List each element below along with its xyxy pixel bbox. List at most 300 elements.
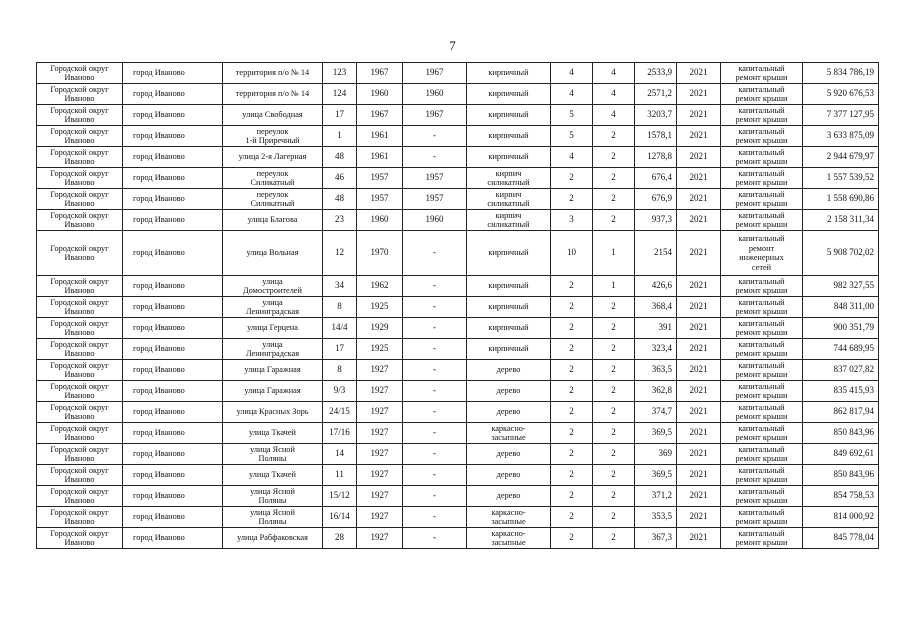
floors-cell: 2 xyxy=(551,402,593,423)
city-cell: город Иваново xyxy=(123,63,223,84)
year-built-cell: 1927 xyxy=(357,465,403,486)
entrances-cell: 2 xyxy=(593,528,635,549)
floors-cell: 10 xyxy=(551,231,593,276)
city-cell: город Иваново xyxy=(123,210,223,231)
year-built-cell: 1967 xyxy=(357,105,403,126)
street-cell: улица Ленинградская xyxy=(223,339,323,360)
street-cell: улица Рабфаковская xyxy=(223,528,323,549)
work-type-cell: капитальный ремонт крыши xyxy=(721,444,803,465)
entrances-cell: 2 xyxy=(593,168,635,189)
city-cell: город Иваново xyxy=(123,402,223,423)
year-reconstruction-cell: 1957 xyxy=(403,168,467,189)
year-reconstruction-cell: - xyxy=(403,231,467,276)
table-row xyxy=(37,339,879,360)
repair-year-cell: 2021 xyxy=(677,318,721,339)
street-cell: улица Свободная xyxy=(223,105,323,126)
cost-cell: 982 327,55 xyxy=(803,276,879,297)
wall-material-cell: кирпичный xyxy=(467,276,551,297)
area-cell: 363,5 xyxy=(635,360,677,381)
house-number-cell: 15/12 xyxy=(323,486,357,507)
city-cell: город Иваново xyxy=(123,423,223,444)
repair-year-cell: 2021 xyxy=(677,168,721,189)
table-row xyxy=(37,381,879,402)
table-row xyxy=(37,465,879,486)
street-cell: территория п/о № 14 xyxy=(223,84,323,105)
floors-cell: 2 xyxy=(551,168,593,189)
street-cell: улица Герцена xyxy=(223,318,323,339)
work-type-cell: капитальный ремонт крыши xyxy=(721,360,803,381)
district-cell: Городской округ Иваново xyxy=(37,105,123,126)
cost-cell: 1 557 539,52 xyxy=(803,168,879,189)
floors-cell: 2 xyxy=(551,465,593,486)
entrances-cell: 2 xyxy=(593,297,635,318)
entrances-cell: 4 xyxy=(593,63,635,84)
work-type-cell: капитальный ремонт крыши xyxy=(721,147,803,168)
floors-cell: 2 xyxy=(551,423,593,444)
cost-cell: 854 758,53 xyxy=(803,486,879,507)
work-type-cell: капитальный ремонт крыши xyxy=(721,423,803,444)
house-number-cell: 24/15 xyxy=(323,402,357,423)
cost-cell: 837 027,82 xyxy=(803,360,879,381)
house-number-cell: 17 xyxy=(323,105,357,126)
entrances-cell: 2 xyxy=(593,402,635,423)
city-cell: город Иваново xyxy=(123,360,223,381)
repair-year-cell: 2021 xyxy=(677,528,721,549)
district-cell: Городской округ Иваново xyxy=(37,210,123,231)
city-cell: город Иваново xyxy=(123,168,223,189)
table-row xyxy=(37,168,879,189)
district-cell: Городской округ Иваново xyxy=(37,126,123,147)
street-cell: улица Благова xyxy=(223,210,323,231)
wall-material-cell: кирпичный xyxy=(467,297,551,318)
year-reconstruction-cell: - xyxy=(403,297,467,318)
entrances-cell: 2 xyxy=(593,318,635,339)
wall-material-cell: дерево xyxy=(467,360,551,381)
area-cell: 2533,9 xyxy=(635,63,677,84)
year-built-cell: 1970 xyxy=(357,231,403,276)
floors-cell: 4 xyxy=(551,84,593,105)
house-number-cell: 14 xyxy=(323,444,357,465)
entrances-cell: 2 xyxy=(593,507,635,528)
year-reconstruction-cell: - xyxy=(403,444,467,465)
floors-cell: 3 xyxy=(551,210,593,231)
area-cell: 369,5 xyxy=(635,465,677,486)
area-cell: 367,3 xyxy=(635,528,677,549)
repair-year-cell: 2021 xyxy=(677,360,721,381)
wall-material-cell: кирпичный xyxy=(467,105,551,126)
work-type-cell: капитальный ремонт крыши xyxy=(721,486,803,507)
table-row xyxy=(37,126,879,147)
work-type-cell: капитальный ремонт крыши xyxy=(721,276,803,297)
entrances-cell: 4 xyxy=(593,105,635,126)
year-reconstruction-cell: - xyxy=(403,381,467,402)
house-number-cell: 46 xyxy=(323,168,357,189)
wall-material-cell: кирпичный xyxy=(467,231,551,276)
wall-material-cell: кирпичный xyxy=(467,84,551,105)
floors-cell: 2 xyxy=(551,360,593,381)
year-built-cell: 1925 xyxy=(357,339,403,360)
city-cell: город Иваново xyxy=(123,126,223,147)
year-built-cell: 1927 xyxy=(357,486,403,507)
street-cell: переулок 1-й Приречный xyxy=(223,126,323,147)
work-type-cell: капитальный ремонт крыши xyxy=(721,402,803,423)
repair-year-cell: 2021 xyxy=(677,126,721,147)
street-cell: улица Домостроителей xyxy=(223,276,323,297)
floors-cell: 5 xyxy=(551,105,593,126)
city-cell: город Иваново xyxy=(123,486,223,507)
housing-repair-table xyxy=(36,62,879,549)
floors-cell: 2 xyxy=(551,276,593,297)
year-reconstruction-cell: - xyxy=(403,360,467,381)
city-cell: город Иваново xyxy=(123,105,223,126)
street-cell: улица Гаражная xyxy=(223,360,323,381)
area-cell: 391 xyxy=(635,318,677,339)
year-built-cell: 1927 xyxy=(357,507,403,528)
table-row xyxy=(37,210,879,231)
area-cell: 1578,1 xyxy=(635,126,677,147)
repair-year-cell: 2021 xyxy=(677,231,721,276)
table-row xyxy=(37,486,879,507)
repair-year-cell: 2021 xyxy=(677,297,721,318)
year-built-cell: 1927 xyxy=(357,423,403,444)
house-number-cell: 16/14 xyxy=(323,507,357,528)
entrances-cell: 2 xyxy=(593,147,635,168)
repair-year-cell: 2021 xyxy=(677,486,721,507)
street-cell: улица Красных Зорь xyxy=(223,402,323,423)
wall-material-cell: кирпич силикатный xyxy=(467,210,551,231)
table-row xyxy=(37,318,879,339)
work-type-cell: капитальный ремонт крыши xyxy=(721,318,803,339)
year-reconstruction-cell: - xyxy=(403,318,467,339)
cost-cell: 7 377 127,95 xyxy=(803,105,879,126)
year-reconstruction-cell: - xyxy=(403,147,467,168)
street-cell: улица Ясной Поляны xyxy=(223,507,323,528)
floors-cell: 2 xyxy=(551,318,593,339)
city-cell: город Иваново xyxy=(123,297,223,318)
district-cell: Городской округ Иваново xyxy=(37,63,123,84)
city-cell: город Иваново xyxy=(123,339,223,360)
house-number-cell: 9/3 xyxy=(323,381,357,402)
cost-cell: 900 351,79 xyxy=(803,318,879,339)
entrances-cell: 2 xyxy=(593,423,635,444)
work-type-cell: капитальный ремонт крыши xyxy=(721,210,803,231)
district-cell: Городской округ Иваново xyxy=(37,189,123,210)
floors-cell: 2 xyxy=(551,486,593,507)
table-row xyxy=(37,444,879,465)
city-cell: город Иваново xyxy=(123,507,223,528)
street-cell: улица 2-я Лагерная xyxy=(223,147,323,168)
year-built-cell: 1961 xyxy=(357,126,403,147)
area-cell: 1278,8 xyxy=(635,147,677,168)
house-number-cell: 14/4 xyxy=(323,318,357,339)
wall-material-cell: кирпичный xyxy=(467,318,551,339)
wall-material-cell: кирпич силикатный xyxy=(467,189,551,210)
year-built-cell: 1960 xyxy=(357,84,403,105)
year-reconstruction-cell: - xyxy=(403,486,467,507)
house-number-cell: 124 xyxy=(323,84,357,105)
street-cell: улица Ткачей xyxy=(223,423,323,444)
district-cell: Городской округ Иваново xyxy=(37,486,123,507)
house-number-cell: 17 xyxy=(323,339,357,360)
city-cell: город Иваново xyxy=(123,444,223,465)
year-reconstruction-cell: - xyxy=(403,465,467,486)
city-cell: город Иваново xyxy=(123,189,223,210)
work-type-cell: капитальный ремонт крыши xyxy=(721,507,803,528)
year-reconstruction-cell: 1967 xyxy=(403,105,467,126)
entrances-cell: 2 xyxy=(593,465,635,486)
repair-year-cell: 2021 xyxy=(677,402,721,423)
house-number-cell: 28 xyxy=(323,528,357,549)
year-built-cell: 1927 xyxy=(357,381,403,402)
entrances-cell: 4 xyxy=(593,84,635,105)
wall-material-cell: каркасно- засыпные xyxy=(467,507,551,528)
wall-material-cell: кирпичный xyxy=(467,147,551,168)
wall-material-cell: каркасно- засыпные xyxy=(467,423,551,444)
work-type-cell: капитальный ремонт крыши xyxy=(721,63,803,84)
wall-material-cell: каркасно- засыпные xyxy=(467,528,551,549)
table-row xyxy=(37,507,879,528)
year-reconstruction-cell: 1967 xyxy=(403,63,467,84)
cost-cell: 5 834 786,19 xyxy=(803,63,879,84)
district-cell: Городской округ Иваново xyxy=(37,360,123,381)
district-cell: Городской округ Иваново xyxy=(37,168,123,189)
house-number-cell: 17/16 xyxy=(323,423,357,444)
cost-cell: 835 415,93 xyxy=(803,381,879,402)
cost-cell: 850 843,96 xyxy=(803,465,879,486)
area-cell: 374,7 xyxy=(635,402,677,423)
repair-year-cell: 2021 xyxy=(677,147,721,168)
district-cell: Городской округ Иваново xyxy=(37,339,123,360)
area-cell: 362,8 xyxy=(635,381,677,402)
area-cell: 369,5 xyxy=(635,423,677,444)
house-number-cell: 23 xyxy=(323,210,357,231)
cost-cell: 5 920 676,53 xyxy=(803,84,879,105)
district-cell: Городской округ Иваново xyxy=(37,444,123,465)
repair-year-cell: 2021 xyxy=(677,189,721,210)
repair-year-cell: 2021 xyxy=(677,276,721,297)
year-built-cell: 1957 xyxy=(357,168,403,189)
year-built-cell: 1927 xyxy=(357,444,403,465)
year-reconstruction-cell: 1957 xyxy=(403,189,467,210)
city-cell: город Иваново xyxy=(123,84,223,105)
year-built-cell: 1960 xyxy=(357,210,403,231)
city-cell: город Иваново xyxy=(123,231,223,276)
repair-year-cell: 2021 xyxy=(677,423,721,444)
work-type-cell: капитальный ремонт инженерных сетей xyxy=(721,231,803,276)
street-cell: переулок Силикатный xyxy=(223,189,323,210)
area-cell: 2154 xyxy=(635,231,677,276)
year-reconstruction-cell: - xyxy=(403,423,467,444)
wall-material-cell: кирпичный xyxy=(467,339,551,360)
wall-material-cell: дерево xyxy=(467,381,551,402)
entrances-cell: 2 xyxy=(593,381,635,402)
work-type-cell: капитальный ремонт крыши xyxy=(721,84,803,105)
year-reconstruction-cell: 1960 xyxy=(403,210,467,231)
entrances-cell: 1 xyxy=(593,231,635,276)
city-cell: город Иваново xyxy=(123,318,223,339)
area-cell: 368,4 xyxy=(635,297,677,318)
repair-year-cell: 2021 xyxy=(677,63,721,84)
district-cell: Городской округ Иваново xyxy=(37,423,123,444)
city-cell: город Иваново xyxy=(123,528,223,549)
street-cell: улица Вольная xyxy=(223,231,323,276)
house-number-cell: 123 xyxy=(323,63,357,84)
wall-material-cell: кирпичный xyxy=(467,126,551,147)
work-type-cell: капитальный ремонт крыши xyxy=(721,465,803,486)
year-reconstruction-cell: - xyxy=(403,126,467,147)
entrances-cell: 1 xyxy=(593,276,635,297)
wall-material-cell: дерево xyxy=(467,402,551,423)
repair-year-cell: 2021 xyxy=(677,339,721,360)
repair-year-cell: 2021 xyxy=(677,465,721,486)
area-cell: 426,6 xyxy=(635,276,677,297)
district-cell: Городской округ Иваново xyxy=(37,381,123,402)
work-type-cell: капитальный ремонт крыши xyxy=(721,105,803,126)
district-cell: Городской округ Иваново xyxy=(37,528,123,549)
table-row xyxy=(37,297,879,318)
area-cell: 353,5 xyxy=(635,507,677,528)
year-built-cell: 1957 xyxy=(357,189,403,210)
city-cell: город Иваново xyxy=(123,147,223,168)
house-number-cell: 8 xyxy=(323,297,357,318)
street-cell: улица Гаражная xyxy=(223,381,323,402)
cost-cell: 849 692,61 xyxy=(803,444,879,465)
cost-cell: 848 311,00 xyxy=(803,297,879,318)
table-row xyxy=(37,276,879,297)
area-cell: 369 xyxy=(635,444,677,465)
table-row xyxy=(37,84,879,105)
house-number-cell: 1 xyxy=(323,126,357,147)
table-row xyxy=(37,231,879,276)
year-reconstruction-cell: - xyxy=(403,276,467,297)
cost-cell: 862 817,94 xyxy=(803,402,879,423)
area-cell: 371,2 xyxy=(635,486,677,507)
floors-cell: 2 xyxy=(551,339,593,360)
floors-cell: 2 xyxy=(551,528,593,549)
entrances-cell: 2 xyxy=(593,360,635,381)
district-cell: Городской округ Иваново xyxy=(37,147,123,168)
table-row xyxy=(37,402,879,423)
floors-cell: 4 xyxy=(551,147,593,168)
year-built-cell: 1925 xyxy=(357,297,403,318)
cost-cell: 850 843,96 xyxy=(803,423,879,444)
entrances-cell: 2 xyxy=(593,210,635,231)
city-cell: город Иваново xyxy=(123,465,223,486)
house-number-cell: 8 xyxy=(323,360,357,381)
floors-cell: 2 xyxy=(551,297,593,318)
district-cell: Городской округ Иваново xyxy=(37,465,123,486)
street-cell: улица Ленинградская xyxy=(223,297,323,318)
repair-year-cell: 2021 xyxy=(677,105,721,126)
city-cell: город Иваново xyxy=(123,276,223,297)
work-type-cell: капитальный ремонт крыши xyxy=(721,189,803,210)
floors-cell: 2 xyxy=(551,189,593,210)
wall-material-cell: дерево xyxy=(467,444,551,465)
cost-cell: 1 558 690,86 xyxy=(803,189,879,210)
house-number-cell: 48 xyxy=(323,147,357,168)
repair-year-cell: 2021 xyxy=(677,507,721,528)
repair-year-cell: 2021 xyxy=(677,444,721,465)
year-built-cell: 1927 xyxy=(357,360,403,381)
house-number-cell: 12 xyxy=(323,231,357,276)
district-cell: Городской округ Иваново xyxy=(37,507,123,528)
work-type-cell: капитальный ремонт крыши xyxy=(721,297,803,318)
district-cell: Городской округ Иваново xyxy=(37,84,123,105)
table-row xyxy=(37,528,879,549)
repair-year-cell: 2021 xyxy=(677,381,721,402)
city-cell: город Иваново xyxy=(123,381,223,402)
entrances-cell: 2 xyxy=(593,339,635,360)
year-built-cell: 1962 xyxy=(357,276,403,297)
year-reconstruction-cell: - xyxy=(403,339,467,360)
area-cell: 676,9 xyxy=(635,189,677,210)
street-cell: улица Ясной Поляны xyxy=(223,486,323,507)
wall-material-cell: дерево xyxy=(467,465,551,486)
year-built-cell: 1929 xyxy=(357,318,403,339)
year-built-cell: 1967 xyxy=(357,63,403,84)
wall-material-cell: кирпичный xyxy=(467,63,551,84)
work-type-cell: капитальный ремонт крыши xyxy=(721,126,803,147)
year-built-cell: 1927 xyxy=(357,402,403,423)
year-built-cell: 1961 xyxy=(357,147,403,168)
wall-material-cell: дерево xyxy=(467,486,551,507)
cost-cell: 5 908 702,02 xyxy=(803,231,879,276)
floors-cell: 2 xyxy=(551,444,593,465)
table-row xyxy=(37,63,879,84)
house-number-cell: 48 xyxy=(323,189,357,210)
cost-cell: 744 689,95 xyxy=(803,339,879,360)
table-body xyxy=(37,63,879,549)
work-type-cell: капитальный ремонт крыши xyxy=(721,381,803,402)
area-cell: 3203,7 xyxy=(635,105,677,126)
area-cell: 676,4 xyxy=(635,168,677,189)
district-cell: Городской округ Иваново xyxy=(37,318,123,339)
street-cell: улица Ткачей xyxy=(223,465,323,486)
year-reconstruction-cell: - xyxy=(403,528,467,549)
entrances-cell: 2 xyxy=(593,444,635,465)
house-number-cell: 34 xyxy=(323,276,357,297)
entrances-cell: 2 xyxy=(593,126,635,147)
cost-cell: 845 778,04 xyxy=(803,528,879,549)
table-row xyxy=(37,189,879,210)
cost-cell: 2 944 679,97 xyxy=(803,147,879,168)
year-reconstruction-cell: - xyxy=(403,507,467,528)
table-row xyxy=(37,105,879,126)
house-number-cell: 11 xyxy=(323,465,357,486)
work-type-cell: капитальный ремонт крыши xyxy=(721,528,803,549)
year-reconstruction-cell: - xyxy=(403,402,467,423)
district-cell: Городской округ Иваново xyxy=(37,402,123,423)
work-type-cell: капитальный ремонт крыши xyxy=(721,168,803,189)
table-row xyxy=(37,423,879,444)
street-cell: улица Ясной Поляны xyxy=(223,444,323,465)
table-row xyxy=(37,360,879,381)
repair-year-cell: 2021 xyxy=(677,84,721,105)
area-cell: 937,3 xyxy=(635,210,677,231)
year-reconstruction-cell: 1960 xyxy=(403,84,467,105)
year-built-cell: 1927 xyxy=(357,528,403,549)
page-number: 7 xyxy=(449,38,456,53)
cost-cell: 2 158 311,34 xyxy=(803,210,879,231)
entrances-cell: 2 xyxy=(593,486,635,507)
district-cell: Городской округ Иваново xyxy=(37,297,123,318)
cost-cell: 3 633 875,09 xyxy=(803,126,879,147)
entrances-cell: 2 xyxy=(593,189,635,210)
street-cell: территория п/о № 14 xyxy=(223,63,323,84)
floors-cell: 2 xyxy=(551,381,593,402)
area-cell: 2571,2 xyxy=(635,84,677,105)
work-type-cell: капитальный ремонт крыши xyxy=(721,339,803,360)
